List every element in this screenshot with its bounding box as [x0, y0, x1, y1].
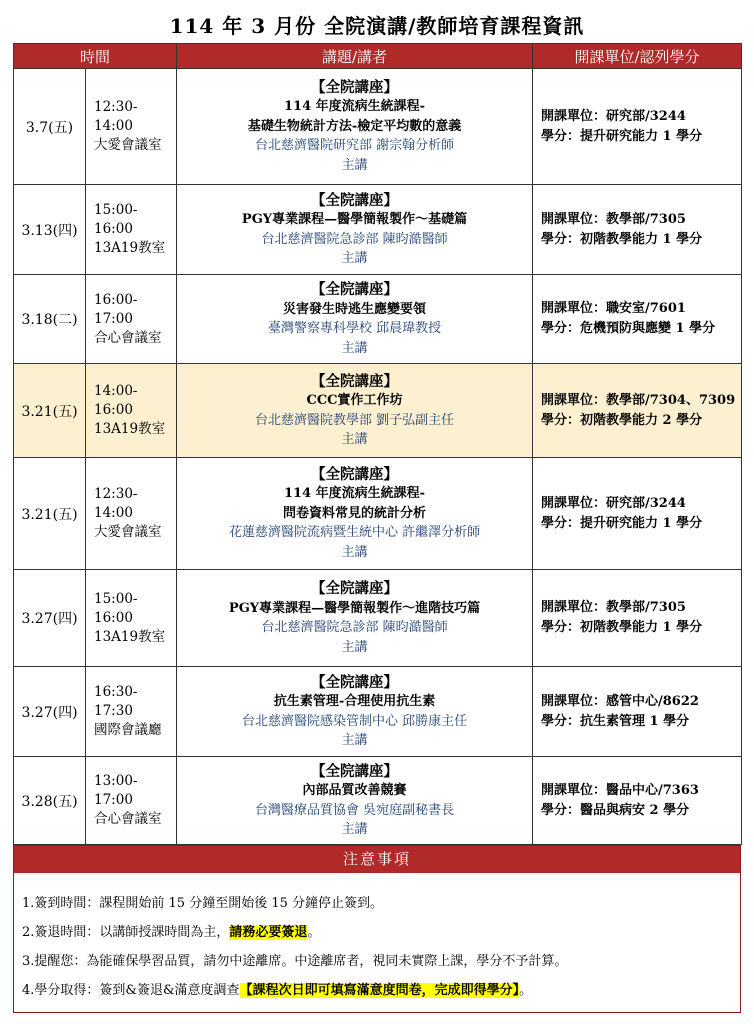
- date-cell: 3.18(二): [14, 275, 86, 364]
- table-row: [14, 757, 742, 845]
- speaker-role: 主講: [341, 733, 368, 748]
- date-cell: 3.27(四): [14, 667, 86, 757]
- note-text: 4.學分取得：簽到&簽退&滿意度調查: [22, 983, 240, 998]
- note-item-1: [22, 892, 383, 911]
- time-cell: [86, 275, 177, 364]
- table-header-row: [14, 44, 742, 69]
- speaker-role: 主講: [341, 157, 368, 173]
- note-text: 2.簽退時間：以講師授課時間為主，: [22, 925, 230, 940]
- date-cell: 3.21(五): [14, 458, 86, 570]
- venue: 13A19教室: [94, 628, 166, 645]
- time-range: 16:00-17:00: [94, 291, 138, 327]
- talk-title: 問卷資料常見的統計分析: [283, 505, 427, 521]
- speaker-role: 主講: [341, 639, 368, 655]
- table-row: [14, 570, 742, 667]
- talk-title: 114 年度流病生統課程-: [283, 99, 426, 115]
- lecture-tag: 【全院講座】: [311, 465, 399, 483]
- time-range: 12:30-14:00: [94, 99, 138, 134]
- topic-cell: [177, 667, 533, 757]
- credit-info: 學分：初階教學能力 1 學分: [541, 231, 703, 247]
- topic-cell: [177, 458, 533, 570]
- venue: 合心會議室: [94, 329, 162, 346]
- time-cell: [86, 667, 177, 757]
- note-text: 3.提醒您：為能確保學習品質，請勿中途離席。中途離席者，視同未實際上課，學分不予計算。: [22, 954, 568, 969]
- venue: 合心會議室: [94, 811, 162, 827]
- time-range: 15:00-16:00: [94, 202, 138, 237]
- date-cell: 3.28(五): [14, 757, 86, 845]
- speaker: 臺灣警察專科學校 邱晨瑋教授: [267, 321, 442, 336]
- table-row: [14, 364, 742, 458]
- venue: 大愛會議室: [94, 137, 162, 153]
- table-row: [14, 275, 742, 364]
- lecture-tag: 【全院講座】: [311, 673, 399, 691]
- speaker: 台北慈濟醫院急診部 陳昀澔醫師: [261, 620, 448, 635]
- date-cell: 3.27(四): [14, 570, 86, 667]
- talk-title: PGY專業課程—醫學簡報製作～進階技巧篇: [228, 600, 481, 616]
- note-tail: 。: [519, 983, 533, 998]
- unit-cell: [533, 757, 742, 845]
- credit-info: 學分：醫品與病安 2 學分: [541, 802, 690, 818]
- talk-title: CCC實作工作坊: [306, 393, 403, 408]
- course-unit: 開課單位：感管中心/8622: [541, 693, 699, 709]
- credit-info: 學分：提升研究能力 1 學分: [541, 515, 703, 531]
- date-cell: 3.7(五): [14, 69, 86, 185]
- unit-cell: [533, 364, 742, 458]
- note-highlight: 【課程次日即可填寫滿意度問卷，完成即得學分】: [239, 983, 520, 998]
- header-topic: 講題/講者: [177, 44, 533, 69]
- lecture-tag: 【全院講座】: [311, 191, 399, 209]
- header-time: 時間: [14, 44, 177, 69]
- speaker-role: 主講: [341, 822, 368, 837]
- speaker: 台北慈濟醫院感染管制中心 邱勝康主任: [241, 713, 468, 729]
- note-item-4: [22, 979, 532, 998]
- note-item-2: [22, 921, 320, 940]
- venue: 國際會議廳: [94, 722, 162, 738]
- topic-cell: [177, 364, 533, 458]
- topic-cell: [177, 185, 533, 275]
- talk-title: PGY專業課程—醫學簡報製作～基礎篇: [241, 212, 468, 227]
- time-range: 13:00-17:00: [94, 773, 138, 808]
- time-cell: [86, 757, 177, 845]
- schedule-table: [13, 43, 742, 845]
- speaker-role: 主講: [341, 544, 368, 560]
- time-cell: [86, 458, 177, 570]
- note-text: 1.簽到時間：課程開始前 15 分鐘至開始後 15 分鐘停止簽到。: [22, 896, 384, 911]
- table-row: [14, 667, 742, 757]
- credit-info: 學分：初階教學能力 1 學分: [541, 620, 703, 635]
- unit-cell: [533, 458, 742, 570]
- date-cell: 3.13(四): [14, 185, 86, 275]
- course-unit: 開課單位：教學部/7305: [541, 600, 686, 615]
- time-range: 16:30-17:30: [94, 684, 138, 719]
- credit-info: 學分：抗生素管理 1 學分: [541, 713, 690, 729]
- table-row: [14, 69, 742, 185]
- note-tail: 。: [307, 925, 321, 940]
- time-cell: [86, 570, 177, 667]
- time-range: 14:00-16:00: [94, 383, 138, 418]
- speaker: 台北慈濟醫院急診部 陳昀澔醫師: [261, 231, 448, 247]
- course-unit: 開課單位：研究部/3244: [541, 495, 686, 511]
- notes-heading: 注意事項: [14, 846, 740, 873]
- time-cell: [86, 364, 177, 458]
- talk-title: 內部品質改善競賽: [302, 783, 407, 798]
- speaker: 台北慈濟醫院研究部 謝宗翰分析師: [254, 138, 455, 154]
- notes-box: [13, 845, 741, 1013]
- time-cell: [86, 69, 177, 185]
- course-unit: 開課單位：職安室/7601: [541, 301, 686, 316]
- header-unit: 開課單位/認列學分: [533, 44, 742, 69]
- unit-cell: [533, 275, 742, 364]
- talk-title: 114 年度流病生統課程-: [283, 486, 426, 502]
- speaker: 台北慈濟醫院教學部 劉子弘副主任: [254, 412, 455, 428]
- lecture-tag: 【全院講座】: [311, 372, 399, 390]
- time-cell: [86, 185, 177, 275]
- date-cell: 3.21(五): [14, 364, 86, 458]
- course-unit: 開課單位：教學部/7304、7309: [541, 392, 736, 408]
- speaker: 花蓮慈濟醫院流病暨生統中心 許繼澤分析師: [228, 525, 481, 541]
- credit-info: 學分：初階教學能力 2 學分: [541, 412, 703, 428]
- talk-title: 基礎生物統計方法-檢定平均數的意義: [247, 118, 462, 134]
- venue: 13A19教室: [94, 421, 166, 437]
- topic-cell: [177, 69, 533, 185]
- credit-info: 學分：提升研究能力 1 學分: [541, 128, 703, 144]
- talk-title: 災害發生時逃生應變要領: [283, 301, 427, 317]
- speaker-role: 主講: [341, 251, 368, 266]
- lecture-tag: 【全院講座】: [311, 762, 399, 780]
- credit-info: 學分：危機預防與應變 1 學分: [541, 321, 716, 336]
- topic-cell: [177, 570, 533, 667]
- table-row: [14, 185, 742, 275]
- topic-cell: [177, 275, 533, 364]
- venue: 13A19教室: [94, 240, 166, 256]
- speaker-role: 主講: [341, 432, 368, 447]
- note-highlight: 請務必要簽退: [229, 925, 308, 940]
- time-range: 15:00-16:00: [94, 590, 138, 626]
- unit-cell: [533, 667, 742, 757]
- time-range: 12:30-14:00: [94, 486, 138, 521]
- table-row: [14, 458, 742, 570]
- unit-cell: [533, 185, 742, 275]
- speaker: 台灣醫療品質協會 吳宛庭副秘書長: [254, 802, 455, 818]
- unit-cell: [533, 570, 742, 667]
- lecture-tag: 【全院講座】: [311, 281, 399, 298]
- topic-cell: [177, 757, 533, 845]
- course-unit: 開課單位：教學部/7305: [541, 211, 686, 227]
- note-item-3: [22, 950, 567, 969]
- lecture-tag: 【全院講座】: [311, 580, 399, 597]
- page-title: 114 年 3 月份 全院演講/教師培育課程資訊: [169, 14, 585, 38]
- venue: 大愛會議室: [94, 524, 162, 540]
- course-unit: 開課單位：研究部/3244: [541, 108, 686, 124]
- course-unit: 開課單位：醫品中心/7363: [541, 782, 699, 798]
- talk-title: 抗生素管理-合理使用抗生素: [273, 694, 436, 709]
- lecture-tag: 【全院講座】: [311, 78, 399, 96]
- unit-cell: [533, 69, 742, 185]
- speaker-role: 主講: [341, 340, 368, 356]
